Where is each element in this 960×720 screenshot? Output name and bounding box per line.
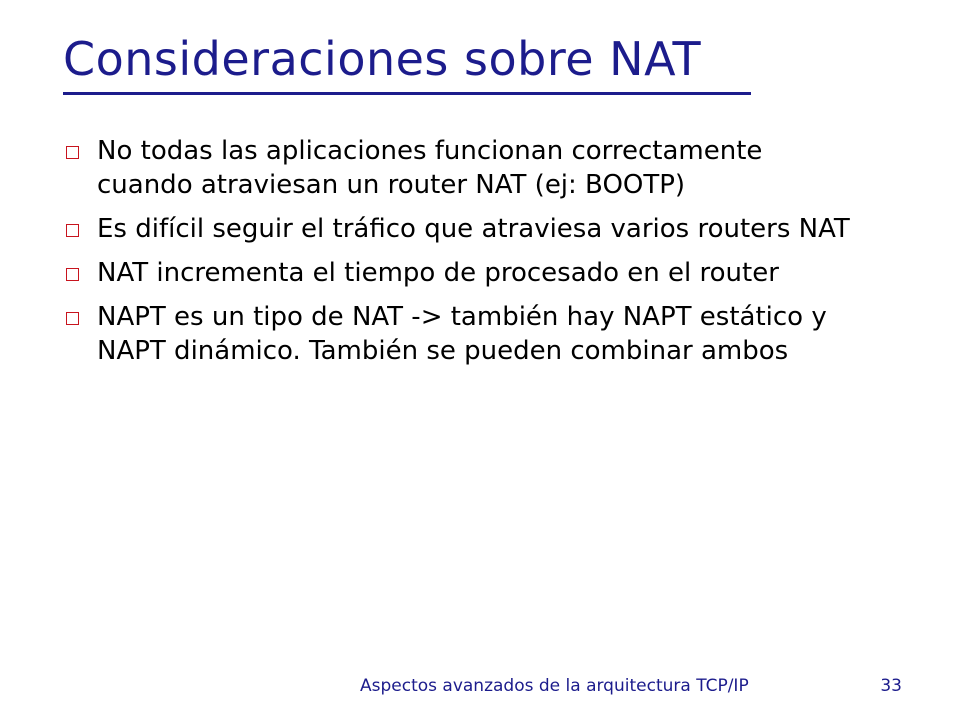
bullet-list (60, 134, 860, 378)
bullet-item (60, 300, 860, 368)
title-underline (63, 92, 751, 95)
square-bullet-icon (66, 146, 79, 159)
square-bullet-icon (66, 224, 79, 237)
bullet-text: No todas las aplicaciones funcionan correctamente cuando atraviesan un router NAT (ej: BOOTP) (97, 136, 763, 200)
square-bullet-icon (66, 268, 79, 281)
bullet-item (60, 256, 860, 290)
footer-label: Aspectos avanzados de la arquitectura TCP/IP (360, 676, 749, 696)
square-bullet-icon (66, 312, 79, 325)
slide-title: Consideraciones sobre NAT (63, 32, 702, 86)
bullet-item (60, 212, 860, 246)
bullet-text: Es difícil seguir el tráfico que atraviesa varios routers NAT (97, 214, 850, 244)
bullet-item (60, 134, 860, 202)
bullet-text: NAPT es un tipo de NAT -> también hay NAPT estático y NAPT dinámico. También se pueden combinar ambos (97, 302, 827, 366)
page-number: 33 (880, 676, 902, 696)
bullet-text: NAT incrementa el tiempo de procesado en el router (97, 258, 779, 288)
